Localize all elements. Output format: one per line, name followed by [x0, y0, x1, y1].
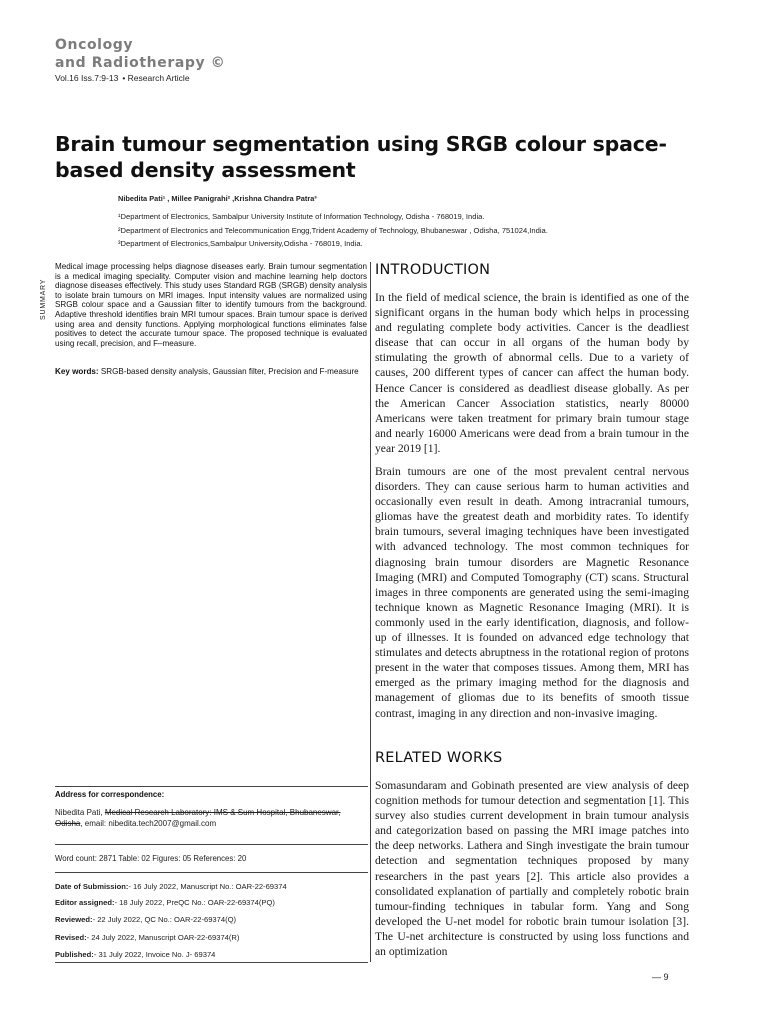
divider-correspondence — [55, 786, 368, 787]
keywords — [55, 367, 367, 377]
correspondence-email: , email: nibedita.tech2007@gmail.com — [80, 818, 217, 828]
correspondence-name: Nibedita Pati, — [55, 808, 105, 817]
date-reviewed — [55, 915, 236, 924]
date-reviewed-value: - 22 July 2022, QC No.: OAR-22-69374(Q) — [92, 915, 237, 924]
related-paragraph-1: Somasundaram and Gobinath presented are view analysis of deep cognition methods for tumour detection and segmentation [1]. This survey also studies current development in brain tumour analysis and categorization based on passing the MRI image patches into the deep networks. Lathera and Singh investigate the brain tumour detection and segmentation techniques proposed by many researchers in the past years [2]. This article also provides a consolidated explanation of partially and completely robotic brain tumour-finding techniques in tabular form. Yang and Song developed the U-net model for robotic brain tumour isolation [3]. The U-net architecture is constructed by using loss functions and an optimization — [375, 779, 689, 959]
heading-related-works: RELATED WORKS — [375, 750, 503, 766]
keywords-value: SRGB-based density analysis, Gaussian filter, Precision and F-measure — [100, 367, 359, 376]
journal-name-line2: and Radiotherapy © — [55, 55, 226, 71]
authors: Nibedita Pati¹ , Millee Panigrahi² ,Krishna Chandra Patra³ — [118, 194, 317, 203]
article-type: • Research Article — [122, 73, 190, 83]
word-count: Word count: 2871 Table: 02 Figures: 05 References: 20 — [55, 854, 247, 863]
correspondence-struck-address: Medical Research Laboratory: IMS & Sum Hospital, Bhubaneswar, Odisha — [55, 808, 341, 828]
date-submission — [55, 882, 287, 891]
journal-name-line1: Oncology — [55, 37, 134, 53]
journal-name — [55, 36, 225, 72]
date-submission-label: Date of Submission: — [55, 882, 129, 891]
intro-paragraph-1: In the field of medical science, the brain is identified as one of the significant organs in the human body which helps in processing and regulating complete body activities. Cancer is the deadliest disease that can occur in all organs of the human body by stimulating the growth of abnormal cells. Due to a variety of causes, 200 different types of cancer can affect the human body. Hence Cancer is considered as deadliest disease globally. As per the American Cancer Association statistics, nearly 80000 Americans were taken treatment for primary brain tumour stage and nearly 16000 Americans were dead from a brain tumour in the year 2019 [1]. — [375, 291, 689, 455]
date-editor — [55, 898, 275, 907]
affiliation-3: ³Department of Electronics,Sambalpur University,Odisha - 768019, India. — [118, 239, 363, 248]
heading-introduction: INTRODUCTION — [375, 262, 491, 278]
article-title: Brain tumour segmentation using SRGB colour space-based density assessment — [55, 132, 667, 182]
affiliations — [118, 210, 718, 251]
correspondence-address — [55, 808, 367, 829]
affiliation-2: ²Department of Electronics and Telecommunication Engg,Trident Academy of Technology, Bhubaneswar , Odisha, 751024,India. — [118, 225, 548, 235]
correspondence-label: Address for correspondence: — [55, 790, 165, 799]
summary-label: SUMMARY — [40, 278, 47, 320]
volume: Vol.16 Iss.7:9-13 — [55, 73, 119, 83]
intro-paragraph-2: Brain tumours are one of the most prevalent central nervous disorders. They can cause serious harm to human activities and occasionally even result in death. Among intracranial tumours, gliomas have the greatest death and morbidity rates. To identify brain tumours, several imaging techniques have been investigated with advanced technology. The most common techniques for diagnosing brain tumour disorders are Magnetic Resonance Imaging (MRI) and Computed Tomography (CT) scans. Structural images in three components are generated using the semi-imaging technique known as Magnetic Resonance Imaging (MRI). It is commonly used in the early identification, diagnosis, and follow-up of illnesses. It is founded on advanced edge technology that stimulates and detects abruptness in the rotational region of protons present in the water that composes tissues. Among them, MRI has emerged as the primary imaging method for the diagnosis and management of gliomas due to its benefits of smooth tissue contrast, imaging in any direction and non-invasive imaging. — [375, 465, 689, 720]
affiliation-1: ¹Department of Electronics, Sambalpur University Institute of Information Technology, Odisha - 768019, India. — [118, 212, 485, 221]
volume-line — [55, 73, 190, 83]
date-editor-value: - 18 July 2022, PreQC No.: OAR-22-69374(PQ) — [114, 898, 275, 907]
divider-dates — [55, 872, 368, 873]
date-published — [55, 950, 215, 959]
date-submission-value: - 16 July 2022, Manuscript No.: OAR-22-69374 — [128, 882, 287, 891]
divider-counts — [55, 844, 368, 845]
date-published-value: - 31 July 2022, Invoice No. J- 69374 — [93, 950, 216, 959]
keywords-label: Key words: — [55, 367, 99, 376]
date-published-label: Published: — [55, 950, 94, 959]
summary-text: Medical image processing helps diagnose diseases early. Brain tumour segmentation is a medical imaging speciality. Computer vision and machine learning help doctors diagnose diseases effectively. This study uses Standard RGB (SRGB) density analysis to isolate brain tumours on MRI images. Input intensity values are normalized using SRGB colour space and a Gaussian filter to identify tumours from the background. Adaptive threshold identifies brain MRI tumour spaces. Brain tumour space is derived using area and density functions. Applying morphological functions eliminates false positives to detect the accurate tumour space. The proposed technique is evaluated using recall, precision, and F–measure. — [55, 262, 367, 348]
divider-bottom — [55, 962, 368, 963]
column-divider — [370, 262, 371, 962]
date-revised-value: - 24 July 2022, Manuscript OAR-22-69374(R) — [86, 933, 240, 942]
date-revised-label: Revised: — [55, 933, 87, 942]
date-reviewed-label: Reviewed: — [55, 915, 93, 924]
date-editor-label: Editor assigned: — [55, 898, 115, 907]
date-revised — [55, 933, 239, 942]
page-number: — 9 — [652, 972, 669, 982]
summary-side-label — [40, 262, 50, 322]
